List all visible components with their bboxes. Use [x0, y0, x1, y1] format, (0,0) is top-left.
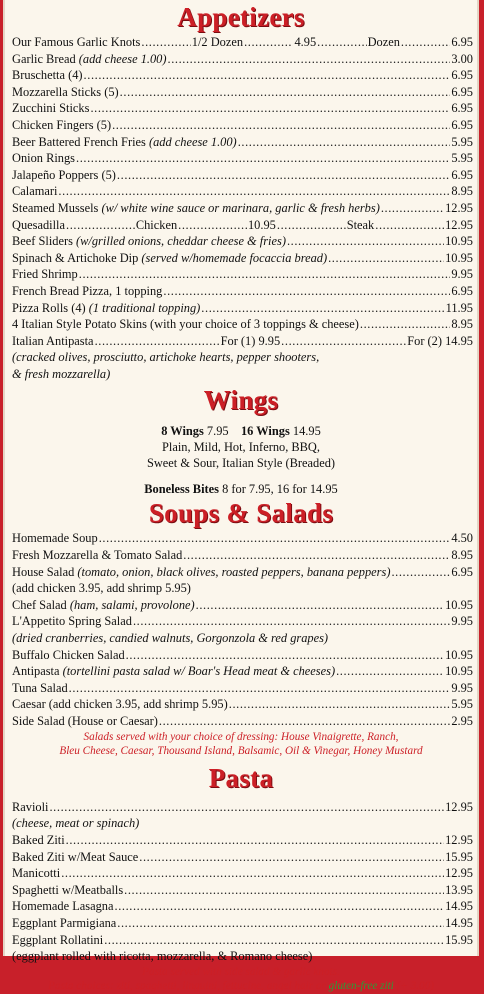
item-price: 6.95 [451, 564, 473, 579]
wings-heading: Wings [203, 385, 279, 416]
menu-item [5, 200, 477, 217]
wings-flavors: Sweet & Sour, Italian Style (Breaded) [146, 456, 336, 471]
item-price: 11.95 [445, 300, 473, 315]
item-name: Antipasta [12, 664, 60, 679]
menu-item [5, 233, 477, 250]
menu-item [5, 663, 477, 680]
menu-item [5, 713, 477, 730]
item-price: 6.95 [451, 283, 473, 298]
item-name: Fresh Mozzarella & Tomato Salad [12, 548, 183, 563]
menu-item [5, 100, 477, 117]
menu-item [5, 84, 477, 101]
menu-item [5, 647, 477, 664]
rollatini-note: (eggplant rolled with ricotta, mozzarella, & Romano cheese) [12, 949, 313, 964]
item-price: 5.95 [451, 697, 473, 712]
wings-price: 7.95 [206, 424, 229, 439]
menu-item [5, 832, 477, 849]
half-dozen-price: 4.95 [294, 35, 317, 49]
item-name: Steamed Mussels [12, 200, 99, 215]
menu-item [5, 915, 477, 932]
quesadilla-row [5, 217, 477, 234]
garlic-knots-row [5, 34, 477, 51]
item-price: 6.95 [451, 101, 473, 116]
item-note: (ham, salami, provolone) [69, 597, 195, 612]
item-note: (1 traditional topping) [88, 300, 201, 315]
menu-item [5, 613, 477, 630]
item-name: Chicken Fingers (5) [12, 117, 112, 132]
wings-count: 16 Wings [240, 424, 290, 439]
item-name: Mozzarella Sticks (5) [12, 84, 119, 99]
item-name: Chef Salad [12, 597, 67, 612]
item-name: Spaghetti w/Meatballs [12, 882, 124, 897]
item-name: Spinach & Artichoke Dip [12, 250, 139, 265]
item-note: (tomato, onion, black olives, roasted peppers, banana peppers) [77, 564, 391, 579]
wings-prices [5, 423, 477, 439]
item-price: 9.95 [451, 680, 473, 695]
item-name: Tuna Salad [12, 680, 68, 695]
item-price: 12.95 [445, 866, 473, 881]
menu-item [5, 316, 477, 333]
pasta-served-note: Pasta served with side salad & garlic knots. [142, 965, 340, 978]
steak-label: Steak [346, 217, 375, 232]
item-name: Buffalo Chicken Salad [12, 647, 125, 662]
item-name: L'Appetito Spring Salad [12, 614, 132, 629]
menu-item [5, 183, 477, 200]
menu-item [5, 680, 477, 697]
item-price: 14.95 [445, 915, 473, 930]
pasta-heading: Pasta [208, 762, 274, 793]
ravioli-note: (cheese, meat or spinach) [12, 816, 140, 831]
item-name: Garlic Bread [12, 51, 76, 66]
item-price: 5.95 [451, 134, 473, 149]
item-price: 14.95 [445, 899, 473, 914]
boneless-label: Boneless Bites [144, 482, 219, 497]
item-name: Our Famous Garlic Knots [12, 35, 141, 49]
item-name: Homemade Soup [12, 531, 98, 546]
item-note: (tortellini pasta salad w/ Boar's Head meat & cheeses) [62, 664, 336, 679]
item-price: 9.95 [451, 614, 473, 629]
wings-price: 14.95 [292, 424, 321, 439]
antipasta-row [5, 333, 477, 350]
item-name: Baked Ziti [12, 832, 65, 847]
item-price: 6.95 [451, 68, 473, 83]
item-price: 10.95 [445, 234, 473, 249]
item-price: 6.95 [451, 167, 473, 182]
item-price: 10.95 [445, 250, 473, 265]
menu-item [5, 564, 477, 581]
item-note: (w/grilled onions, cheddar cheese & fries) [76, 234, 286, 249]
item-note: (w/ white wine sauce or marinara, garlic & fresh herbs) [101, 200, 380, 215]
item-name: Jalapeño Poppers (5) [12, 167, 116, 182]
item-name: Quesadilla [12, 217, 65, 232]
menu-item [5, 300, 477, 317]
dozen-label: Dozen [367, 35, 400, 49]
item-name: Zucchini Sticks [12, 101, 90, 116]
item-name: Beef Sliders [12, 234, 73, 249]
salad-list [5, 597, 477, 630]
menu-item [5, 849, 477, 866]
antipasta-note: (cracked olives, prosciutto, artichoke hearts, pepper shooters, [12, 350, 320, 365]
item-name: Italian Antipasta [12, 333, 94, 348]
item-price: 9.95 [451, 267, 473, 282]
menu-item [5, 696, 477, 713]
item-price: 6.95 [451, 84, 473, 99]
item-price: 15.95 [445, 932, 473, 947]
menu-item [5, 134, 477, 151]
item-price: 13.95 [445, 882, 473, 897]
item-price: 10.95 [445, 597, 473, 612]
boneless-prices: 8 for 7.95, 16 for 14.95 [222, 482, 338, 497]
item-price: 5.95 [451, 151, 473, 166]
item-price: 10.95 [445, 664, 473, 679]
menu-item [5, 882, 477, 899]
item-name: 4 Italian Style Potato Skins (with your choice of 3 toppings & cheese) [12, 317, 359, 332]
item-name: Ravioli [12, 799, 49, 814]
item-price: 2.95 [451, 714, 473, 728]
menu-item [5, 932, 477, 949]
item-price: 15.95 [445, 849, 473, 864]
appetizer-list-2 [5, 233, 477, 333]
pasta-list [5, 832, 477, 948]
item-name: Calamari [12, 184, 58, 199]
item-note: (served w/homemade focaccia bread) [141, 250, 328, 265]
item-price: 4.50 [451, 531, 473, 546]
item-name: Pizza Rolls (4) [12, 300, 86, 315]
item-note: (add cheese 1.00) [148, 134, 237, 149]
chicken-label: Chicken [135, 217, 178, 232]
item-price: 12.95 [445, 832, 473, 847]
item-price: 12.95 [445, 799, 473, 814]
item-price: 8.95 [451, 317, 473, 332]
antipasta-for-two: For (2) 14.95 [407, 333, 473, 348]
menu-item [5, 167, 477, 184]
item-price: 6.95 [451, 117, 473, 132]
appetizer-list [5, 51, 477, 217]
appetizers-heading: Appetizers [177, 2, 305, 32]
spring-salad-note: (dried cranberries, candied walnuts, Gorgonzola & red grapes) [12, 631, 329, 646]
dressing-note: Salads served with your choice of dressing: House Vinaigrette, Ranch, [83, 730, 399, 743]
item-price: 8.95 [451, 184, 473, 199]
soups-salads-heading: Soups & Salads [148, 498, 334, 529]
antipasta-for-one: For (1) 9.95 [220, 333, 281, 348]
item-name: Caesar (add chicken 3.95, add shrimp 5.95) [12, 697, 228, 712]
half-dozen-label: 1/2 Dozen [191, 35, 244, 49]
menu-item [5, 117, 477, 134]
pasta-choices-note: Pasta choices: ziti, spaghetti, linguini, fettucine, angel hair or gluten-free ziti (+ 3.00) [48, 980, 434, 993]
antipasta-note: & fresh mozzarella) [12, 366, 111, 381]
gluten-free-option: gluten-free ziti [328, 980, 394, 993]
boneless-bites [5, 481, 477, 497]
item-name: Eggplant Rollatini [12, 932, 104, 947]
menu-item [5, 250, 477, 267]
item-price: 8.95 [451, 548, 473, 563]
item-price: 3.00 [451, 51, 473, 66]
menu-item [5, 283, 477, 300]
menu-item [5, 865, 477, 882]
menu-item [5, 266, 477, 283]
item-name: Homemade Lasagna [12, 899, 114, 914]
dozen-price: 6.95 [451, 35, 473, 49]
menu-item [5, 799, 477, 816]
gluten-free-price: (+ 3.00) [396, 980, 434, 993]
house-salad-note: (add chicken 3.95, add shrimp 5.95) [12, 581, 191, 596]
menu-item [5, 51, 477, 68]
item-name: House Salad [12, 564, 75, 579]
soup-list [5, 530, 477, 580]
item-name: Baked Ziti w/Meat Sauce [12, 849, 139, 864]
item-name: Onion Rings [12, 151, 75, 166]
menu-item [5, 898, 477, 915]
wings-count: 8 Wings [161, 424, 204, 439]
menu-item [5, 530, 477, 547]
item-price: 12.95 [445, 200, 473, 215]
item-name: Fried Shrimp [12, 267, 78, 282]
menu-item [5, 150, 477, 167]
salad-list-2 [5, 647, 477, 730]
chicken-price: 10.95 [247, 217, 276, 232]
item-name: Beer Battered French Fries [12, 134, 146, 149]
item-name: Bruschetta (4) [12, 68, 83, 83]
wings-flavors: Plain, Mild, Hot, Inferno, BBQ, [162, 440, 320, 455]
menu-item [5, 547, 477, 564]
steak-price: 12.95 [445, 217, 473, 232]
item-name: Manicotti [12, 866, 61, 881]
menu-item [5, 597, 477, 614]
item-name: Eggplant Parmigiana [12, 915, 117, 930]
menu-page [3, 0, 479, 993]
item-note: (add cheese 1.00) [78, 51, 167, 66]
menu-item [5, 67, 477, 84]
item-price: 10.95 [445, 647, 473, 662]
dressing-note: Bleu Cheese, Caesar, Thousand Island, Balsamic, Oil & Vinegar, Honey Mustard [59, 745, 423, 758]
item-name: Side Salad (House or Caesar) [12, 714, 158, 728]
item-name: French Bread Pizza, 1 topping [12, 283, 163, 298]
